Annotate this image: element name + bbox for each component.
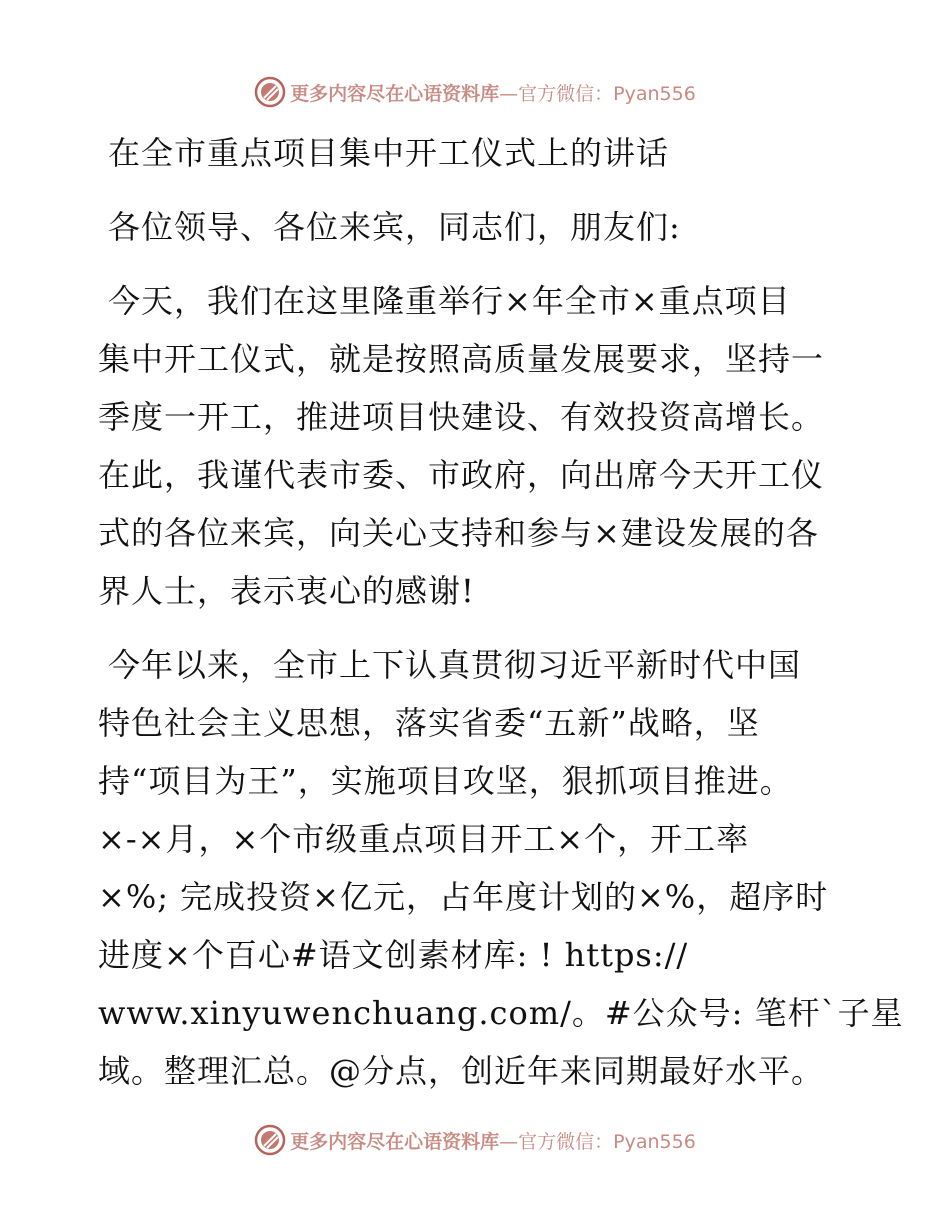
watermark-text [290,1127,696,1154]
watermark-brand: 更多内容尽在心语资料库 [290,1130,500,1153]
seal-logo-icon [254,76,286,108]
paragraph-line: ×%; 完成投资×亿元，占年度计划的×%，超序时 [98,878,829,916]
header-watermark [0,72,950,112]
watermark-dash: — [499,1130,519,1153]
seal-logo-icon [254,1124,286,1156]
document-title: 在全市重点项目集中开工仪式上的讲话 [108,134,670,172]
paragraph-line: www.xinyuwenchuang.com/。#公众号: 笔杆`子星 [98,994,904,1032]
footer-watermark [0,1120,950,1160]
paragraph-line: 持“项目为王”，实施项目攻坚，狠抓项目推进。 [98,762,793,800]
paragraph-line: 今年以来，全市上下认真贯彻习近平新时代中国 [108,646,802,684]
paragraph-line: 今天，我们在这里隆重举行×年全市×重点项目 [108,282,791,320]
document-body [98,124,904,1100]
paragraph-line: 界人士，表示衷心的感谢! [98,572,475,610]
paragraph-line: ×-×月，×个市级重点项目开工×个，开工率 [98,820,750,858]
paragraph-line: 集中开工仪式，就是按照高质量发展要求，坚持一 [98,340,825,378]
watermark-brand: 更多内容尽在心语资料库 [290,82,500,105]
watermark-suffix: 官方微信：Pyan556 [518,82,696,105]
paragraph-line: 季度一开工，推进项目快建设、有效投资高增长。 [98,398,825,436]
salutation: 各位领导、各位来宾，同志们，朋友们: [108,208,681,246]
watermark-text [290,79,696,106]
paragraph-2 [98,636,904,1100]
watermark-dash: — [499,82,519,105]
paragraph-line: 特色社会主义思想，落实省委“五新”战略，坚 [98,704,760,742]
paragraph-line: 进度×个百心#语文创素材库: ! https:// [98,936,689,974]
paragraph-line: 在此，我谨代表市委、市政府，向出席今天开工仪 [98,456,825,494]
paragraph-1 [98,272,858,620]
paragraph-line: 式的各位来宾，向关心支持和参与×建设发展的各 [98,514,819,552]
paragraph-line: 域。整理汇总。@分点，创近年来同期最好水平。 [98,1052,825,1090]
watermark-suffix: 官方微信：Pyan556 [518,1130,696,1153]
